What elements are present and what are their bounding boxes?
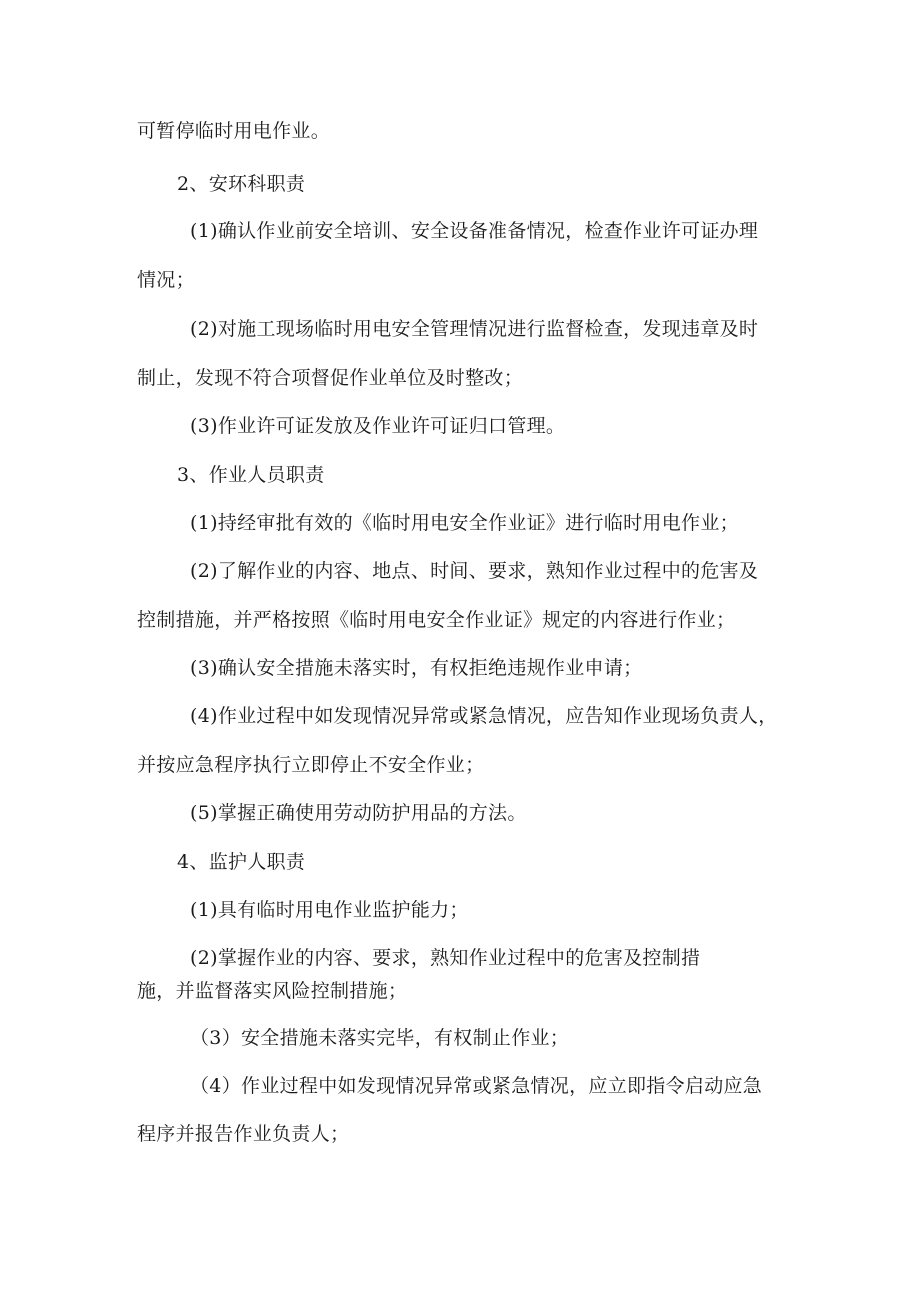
section-heading: 3、作业人员职责 [177,464,325,486]
list-item-line: (2)对施工现场临时用电安全管理情况进行监督检查，发现违章及时 [190,318,759,340]
list-item-line: 程序并报告作业负责人； [137,1123,350,1145]
section-heading: 4、监护人职责 [177,851,306,873]
list-item-line: (3)作业许可证发放及作业许可证归口管理。 [190,415,566,437]
list-item-line: （3）安全措施未落实完毕，有权制止作业； [190,1027,570,1049]
list-item-line: (5)掌握正确使用劳动防护用品的方法。 [190,802,527,824]
list-item-line: 并按应急程序执行立即停止不安全作业； [137,754,485,776]
section-heading: 2、安环科职责 [177,173,306,195]
list-item-line: 制止，发现不符合项督促作业单位及时整改； [137,367,524,389]
list-item-line: (2)了解作业的内容、地点、时间、要求，熟知作业过程中的危害及 [190,560,759,582]
list-item-line: (4)作业过程中如发现情况异常或紧急情况，应告知作业现场负责人， [190,705,778,727]
list-item-line: (1)持经审批有效的《临时用电安全作业证》进行临时用电作业； [190,512,739,534]
list-item-line: （4）作业过程中如发现情况异常或紧急情况，应立即指令启动应急 [190,1075,763,1097]
list-item-line: (3)确认安全措施未落实时，有权拒绝违规作业申请； [190,657,643,679]
paragraph-line: 可暂停临时用电作业。 [137,120,331,142]
list-item-line: 控制措施，并严格按照《临时用电安全作业证》规定的内容进行作业； [137,609,736,631]
list-item-line: 情况； [137,269,195,291]
list-item-line: (2)掌握作业的内容、要求，熟知作业过程中的危害及控制措 [190,947,701,969]
list-item-line: (1)确认作业前安全培训、安全设备准备情况，检查作业许可证办理 [190,220,759,242]
list-item-line: 施，并监督落实风险控制措施； [137,980,408,1002]
list-item-line: (1)具有临时用电作业监护能力； [190,899,469,921]
